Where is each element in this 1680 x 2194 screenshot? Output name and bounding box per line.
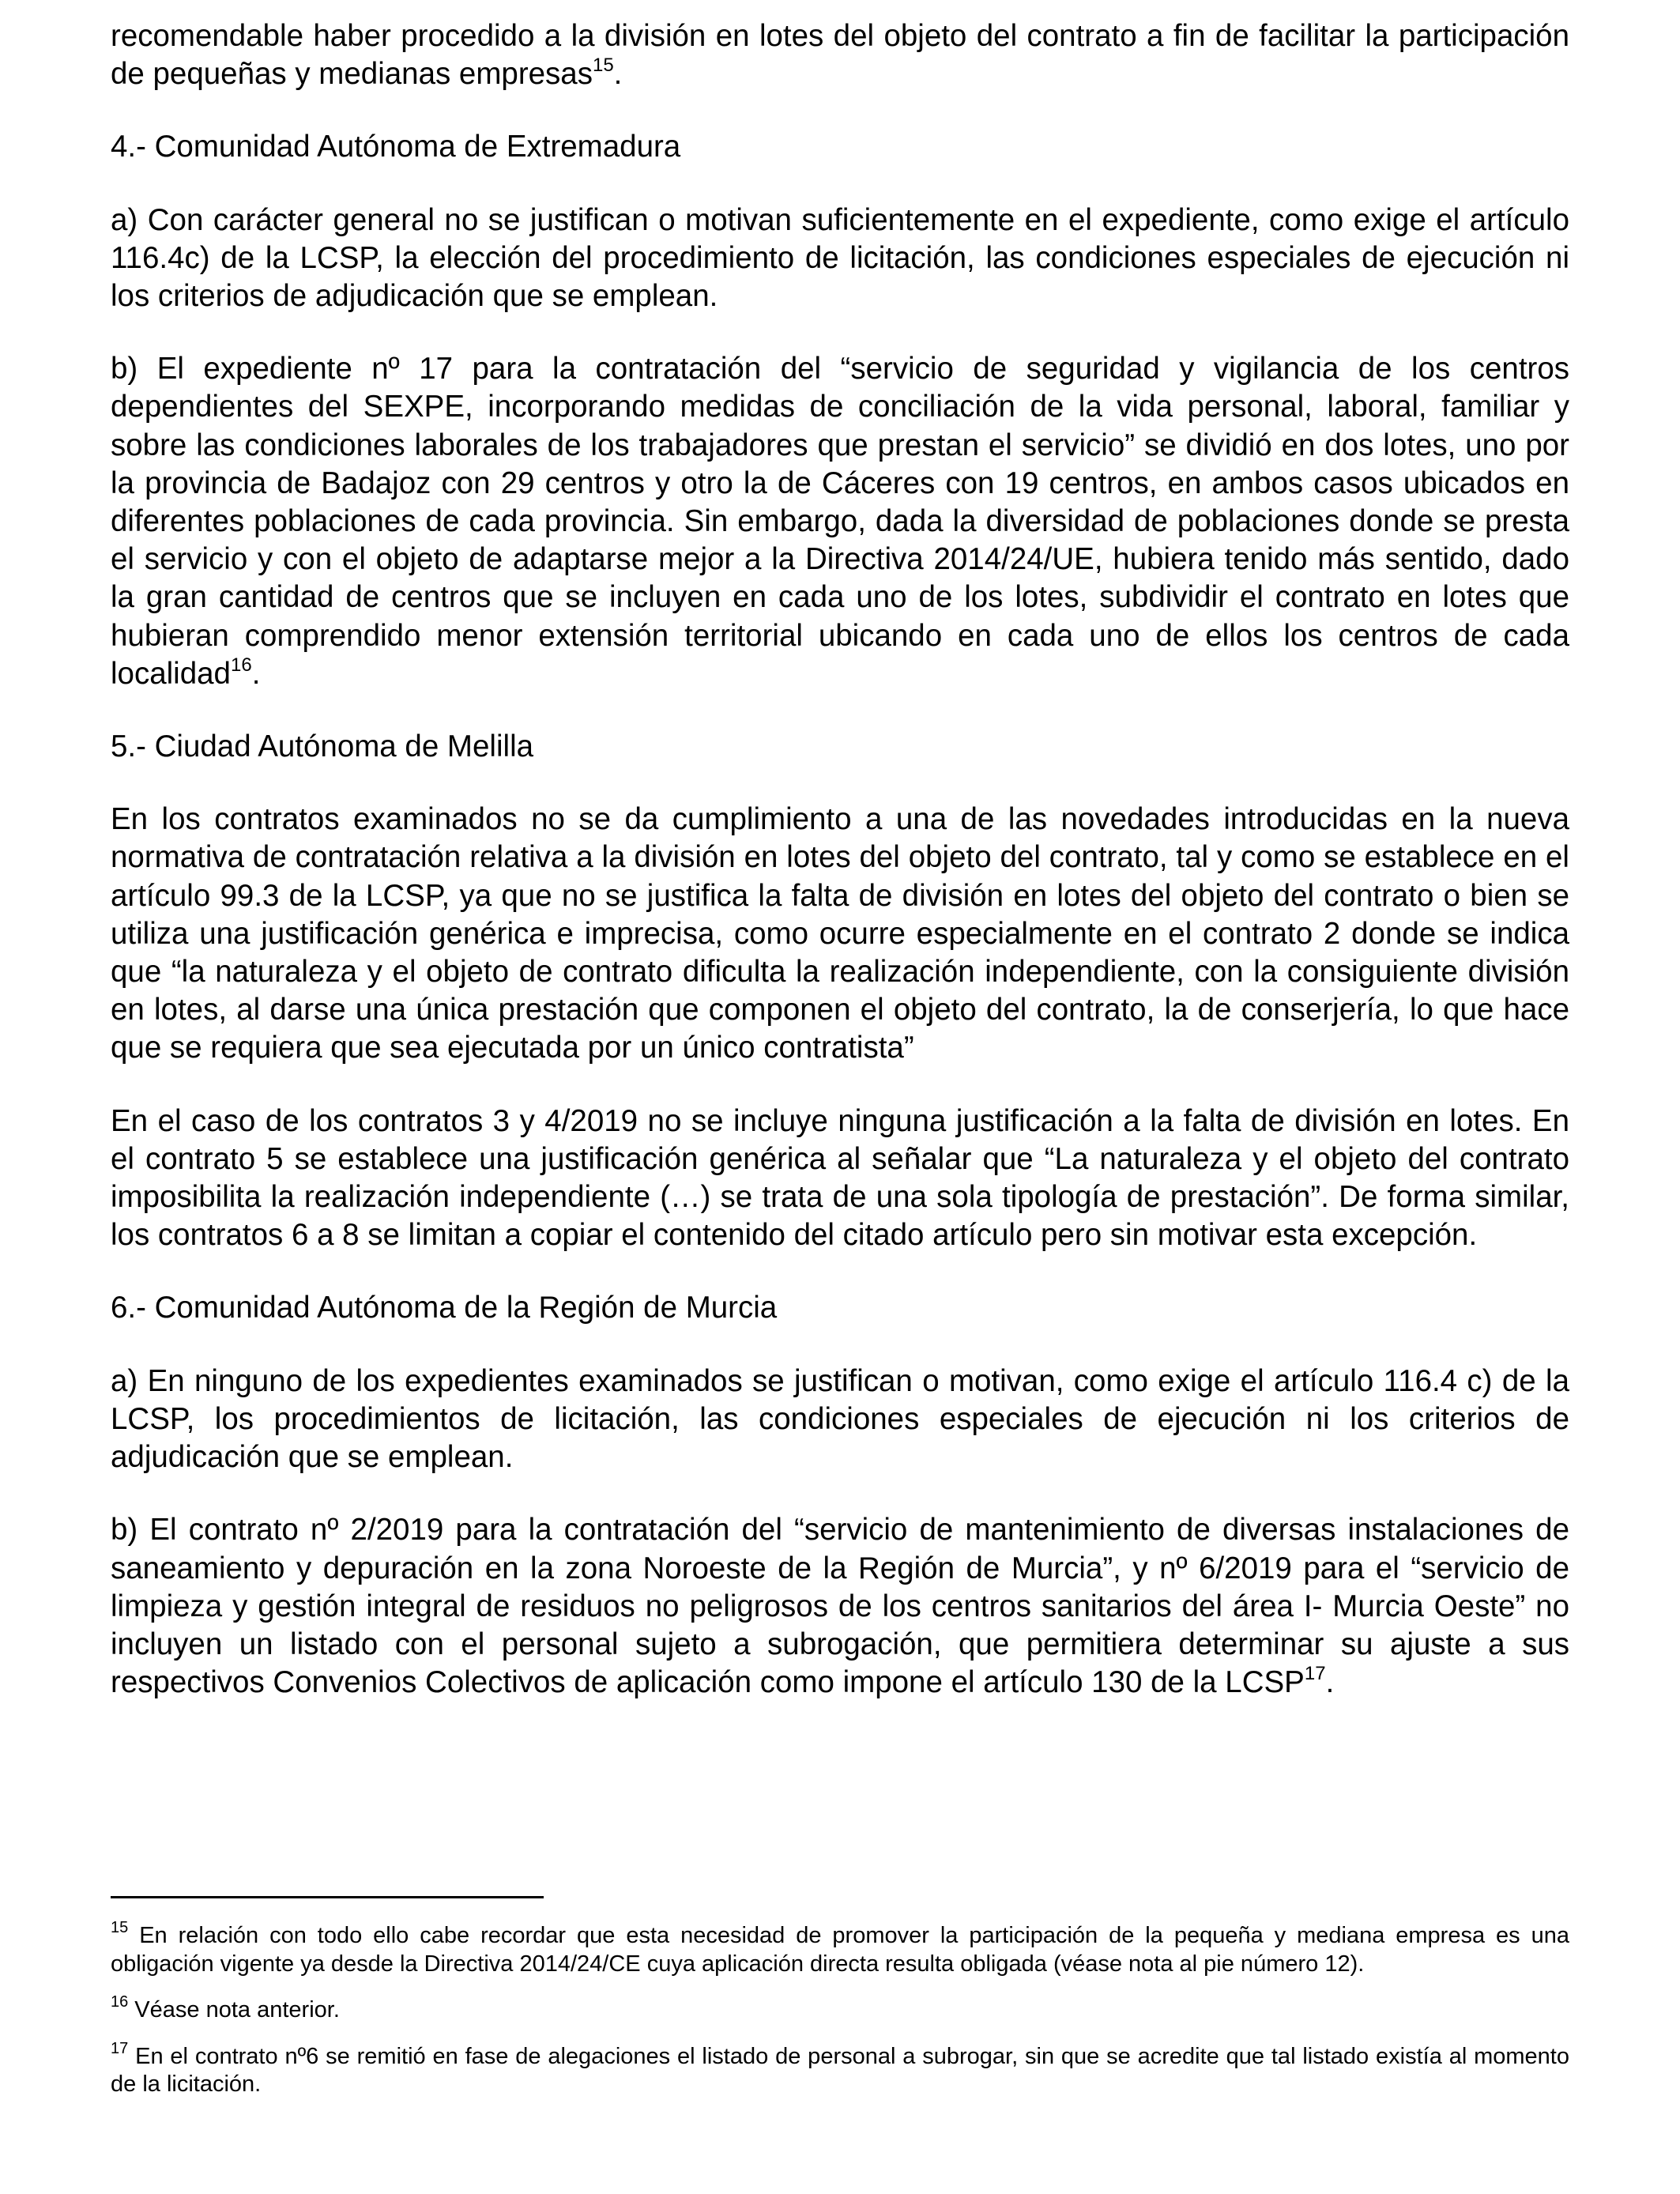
paragraph-extremadura-a: a) Con carácter general no se justifican o motivan suficientemente en el expediente, como exige el artículo 116.4c) de la LCSP, la elección del procedimiento de licitación, las condiciones especiales de ejecución ni los criterios de adjudicación que se emplean. xyxy=(111,202,1569,314)
footnote-separator xyxy=(111,1896,544,1898)
section-heading-melilla: 5.- Ciudad Autónoma de Melilla xyxy=(111,729,534,764)
footnotes xyxy=(111,1919,1569,2117)
footnote-number: 17 xyxy=(111,2039,129,2057)
section-heading-murcia: 6.- Comunidad Autónoma de la Región de Murcia xyxy=(111,1291,778,1325)
footnote-ref-16[interactable]: 16 xyxy=(230,654,252,677)
paragraph-melilla-2: En el caso de los contratos 3 y 4/2019 no se incluye ninguna justificación a la falta de división en lotes. En el contrato 5 se establece una justificación genérica al señalar que “La naturaleza y el objeto del contrato imposibilita la realización independiente (…) se trata de una sola tipología de prestación”. De forma similar, los contratos 6 a 8 se limitan a copiar el contenido del citado artículo pero sin motivar esta excepción. xyxy=(111,1103,1569,1253)
footnote-number: 15 xyxy=(111,1919,129,1937)
paragraph-murcia-b: b) El contrato nº 2/2019 para la contratación del “servicio de mantenimiento de diversas instalaciones de saneamiento y depuración en la zona Noroeste de la Región de Murcia”, y nº 6/2019 para el “servicio de limpieza y gestión integral de residuos no peligrosos de los centros sanitarios del área I- Murcia Oeste” no incluyen un listado con el personal sujeto a subrogación, que permitiera determinar su ajuste a sus respectivos Convenios Colectivos de aplicación como impone el artículo 130 de la LCSP$^{17}$. xyxy=(111,1513,1569,1700)
paragraph-murcia-a: a) En ninguno de los expedientes examinados se justifican o motivan, como exige el artículo 116.4 c) de la LCSP, los procedimientos de licitación, las condiciones especiales de ejecución ni los criterios de adjudicación que se emplean. xyxy=(111,1363,1569,1475)
paragraph-intro: recomendable haber procedido a la división en lotes del objeto del contrato a fin de facilitar la participación de pequeñas y medianas empresas$^{15}$. xyxy=(111,19,1569,92)
document-body xyxy=(111,17,1569,1702)
footnote-15: $^{15}$ En relación con todo ello cabe recordar que esta necesidad de promover la participación de la pequeña y mediana empresa es una obligación vigente ya desde la Directiva 2014/24/CE cuya aplicación directa resulta obligada (véase nota al pie número 12). xyxy=(111,1919,1569,1977)
footnote-number: 16 xyxy=(111,1993,129,2011)
footnote-16: $^{16}$ Véase nota anterior. xyxy=(111,1993,340,2022)
footnote-ref-17[interactable]: 17 xyxy=(1304,1663,1326,1685)
footnote-ref-15[interactable]: 15 xyxy=(592,55,614,77)
section-heading-extremadura: 4.- Comunidad Autónoma de Extremadura xyxy=(111,130,681,164)
footnote-17: $^{17}$ En el contrato nº6 se remitió en fase de alegaciones el listado de personal a subrogar, sin que se acredite que tal listado existía al momento de la licitación. xyxy=(111,2039,1569,2097)
paragraph-extremadura-b: b) El expediente nº 17 para la contratación del “servicio de seguridad y vigilancia de los centros dependientes del SEXPE, incorporando medidas de conciliación de la vida personal, laboral, familiar y sobre las condiciones laborales de los trabajadores que prestan el servicio” se dividió en dos lotes, uno por la provincia de Badajoz con 29 centros y otro la de Cáceres con 19 centros, en ambos casos ubicados en diferentes poblaciones de cada provincia. Sin embargo, dada la diversidad de poblaciones donde se presta el servicio y con el objeto de adaptarse mejor a la Directiva 2014/24/UE, hubiera tenido más sentido, dado la gran cantidad de centros que se incluyen en cada uno de los lotes, subdividir el contrato en lotes que hubieran comprendido menor extensión territorial ubicando en cada uno de ellos los centros de cada localidad$^{16}$. xyxy=(111,352,1569,691)
paragraph-melilla-1: En los contratos examinados no se da cumplimiento a una de las novedades introducidas en la nueva normativa de contratación relativa a la división en lotes del objeto del contrato, tal y como se establece en el artículo 99.3 de la LCSP, ya que no se justifica la falta de división en lotes del objeto del contrato o bien se utiliza una justificación genérica e imprecisa, como ocurre especialmente en el contrato 2 donde se indica que “la naturaleza y el objeto de contrato dificulta la realización independiente, con la consiguiente división en lotes, al darse una única prestación que componen el objeto del contrato, la de conserjería, lo que hace que se requiera que sea ejecutada por un único contratista” xyxy=(111,802,1569,1065)
